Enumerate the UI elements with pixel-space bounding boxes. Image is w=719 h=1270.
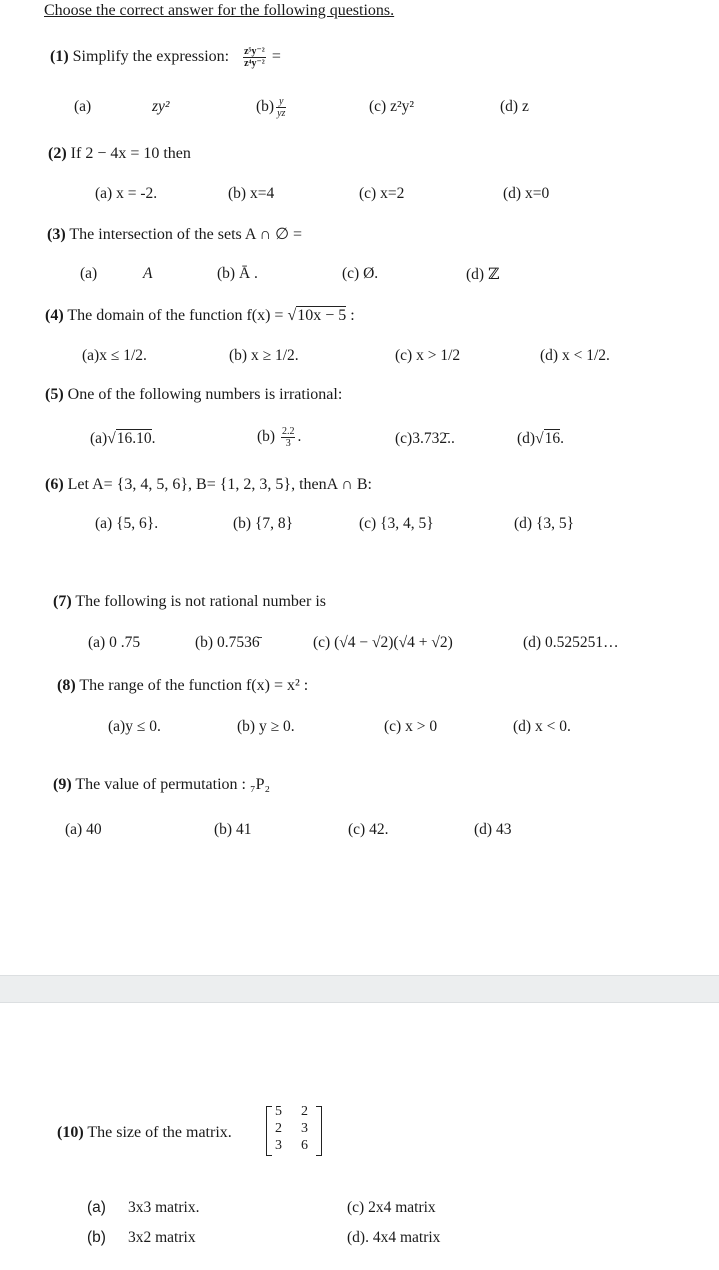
q1-option-a[interactable]: zy²	[152, 98, 170, 115]
q8-option-b[interactable]: (b) y ≥ 0.	[237, 718, 295, 735]
q10-option-b[interactable]: 3x2 matrix	[128, 1229, 196, 1246]
q4-option-a[interactable]: (a)x ≤ 1/2.	[82, 347, 147, 364]
question-text: The intersection of the sets A ∩ ∅ =	[69, 226, 303, 243]
question-7	[53, 593, 326, 611]
q9-option-b[interactable]: (b) 41	[214, 821, 252, 838]
square-root-radicand: 16	[544, 430, 561, 447]
square-root-radicand: 16.10	[116, 430, 152, 447]
q8-option-a[interactable]: (a)y ≤ 0.	[108, 718, 161, 735]
fraction-denominator: yz	[277, 108, 286, 119]
q3-option-a[interactable]: A	[143, 265, 153, 282]
question-6	[45, 476, 372, 494]
q10-option-a-label[interactable]: (a)	[87, 1199, 106, 1216]
q3-option-a-label[interactable]: (a)	[80, 265, 98, 282]
q7-option-b[interactable]: (b) 0.7536̄	[195, 634, 260, 651]
q10-option-c[interactable]: (c) 2x4 matrix	[347, 1199, 436, 1216]
q4-option-d[interactable]: (d) x < 1/2.	[540, 347, 610, 364]
q3-option-d[interactable]: (d) ℤ	[466, 266, 500, 283]
q9-option-a[interactable]: (a) 40	[65, 821, 102, 838]
q3-option-b[interactable]: (b) Ā .	[217, 265, 258, 282]
q5-option-c[interactable]: (c)3.732̄..	[395, 430, 455, 447]
question-text: The size of the matrix.	[87, 1124, 232, 1141]
q6-option-b[interactable]: (b) {7, 8}	[233, 515, 294, 532]
question-4: (4) The domain of the function f(x) = √10x − 5 :	[45, 307, 355, 324]
q6-option-a[interactable]: (a) {5, 6}.	[95, 515, 159, 532]
question-8	[57, 677, 308, 695]
question-3	[47, 224, 302, 244]
q2-option-c[interactable]: (c) x=2	[359, 185, 405, 202]
fraction-numerator: z⁵y⁻²	[244, 46, 265, 57]
q1-option-b[interactable]	[256, 96, 288, 119]
matrix-cell: 3	[275, 1138, 282, 1153]
question-5	[45, 386, 342, 404]
question-2	[48, 145, 191, 163]
q7-option-d[interactable]: (d) 0.525251…	[523, 634, 619, 651]
option-label: (a)√	[90, 430, 116, 447]
question-10	[57, 1124, 232, 1142]
q5-option-b[interactable]	[257, 426, 301, 449]
fraction-denominator: 3	[285, 438, 291, 449]
q2-option-b[interactable]: (b) x=4	[228, 185, 275, 202]
question-number: (9)	[53, 776, 72, 793]
question-number: (8)	[57, 677, 76, 694]
square-root-radicand: 10x − 5	[297, 307, 347, 324]
question-text: Simplify the expression:	[72, 48, 230, 66]
matrix-right-bracket	[316, 1106, 322, 1156]
q6-option-c[interactable]: (c) {3, 4, 5}	[359, 515, 434, 532]
question-text: One of the following numbers is irrational:	[67, 386, 343, 403]
period: .	[151, 430, 156, 447]
q7-option-c[interactable]: (c) (√4 − √2)(√4 + √2)	[313, 634, 453, 651]
option-label: (b)	[257, 428, 276, 446]
question-number: (7)	[53, 593, 72, 610]
period: .	[560, 430, 564, 447]
question-text: The following is not rational number is	[75, 593, 326, 610]
q1-option-d[interactable]: (d) z	[500, 98, 529, 115]
q5-option-d[interactable]	[517, 430, 564, 448]
q10-option-d[interactable]: (d). 4x4 matrix	[347, 1229, 441, 1246]
q5-option-a[interactable]	[90, 430, 155, 448]
question-number: (2)	[48, 145, 67, 162]
q4-option-c[interactable]: (c) x > 1/2	[395, 347, 461, 364]
q9-option-c[interactable]: (c) 42.	[348, 821, 389, 838]
question-9	[53, 776, 270, 794]
equals-sign: =	[271, 48, 281, 66]
q2-option-a[interactable]: (a) x = -2.	[95, 185, 158, 202]
q1-option-a-label[interactable]: (a)	[74, 98, 92, 115]
question-number: (4)	[45, 307, 64, 324]
q8-option-d[interactable]: (d) x < 0.	[513, 718, 571, 735]
question-number: (1)	[50, 48, 69, 66]
question-text: The domain of the function f(x) =	[67, 307, 284, 324]
q2-option-d[interactable]: (d) x=0	[503, 185, 550, 202]
q10-option-a[interactable]: 3x3 matrix.	[128, 1199, 200, 1216]
question-number: (10)	[57, 1124, 84, 1141]
matrix	[266, 1104, 322, 1158]
option-label: (b)	[256, 98, 275, 116]
q4-option-b[interactable]: (b) x ≥ 1/2.	[229, 347, 299, 364]
q7-option-a[interactable]: (a) 0 .75	[88, 634, 141, 651]
question-number: (5)	[45, 386, 64, 403]
period: .	[297, 428, 302, 446]
question-1	[50, 46, 281, 69]
matrix-cell: 2	[301, 1104, 308, 1119]
q3-option-c[interactable]: (c) Ø.	[342, 265, 379, 282]
matrix-cell: 6	[301, 1138, 308, 1153]
matrix-left-bracket	[266, 1106, 272, 1156]
q6-option-d[interactable]: (d) {3, 5}	[514, 515, 575, 532]
matrix-cell: 2	[275, 1121, 282, 1136]
question-number: (3)	[47, 226, 66, 243]
question-text: The value of permutation : ₇P₂	[75, 776, 271, 793]
question-text: Let A= {3, 4, 5, 6}, B= {1, 2, 3, 5}, thenA ∩ B:	[67, 476, 372, 493]
q8-option-c[interactable]: (c) x > 0	[384, 718, 438, 735]
fraction-numerator: y	[276, 96, 286, 108]
q9-option-d[interactable]: (d) 43	[474, 821, 512, 838]
colon: :	[346, 307, 355, 324]
option-label: (d)√	[517, 430, 544, 447]
fraction-numerator: 2.2	[281, 426, 295, 437]
matrix-cell: 5	[275, 1104, 282, 1119]
expression-fraction	[243, 46, 266, 69]
question-number: (6)	[45, 476, 64, 493]
worksheet-title: Choose the correct answer for the following questions.	[44, 2, 395, 19]
fraction-denominator: z⁴y⁻²	[244, 58, 265, 69]
matrix-cell: 3	[301, 1121, 308, 1136]
q10-option-b-label[interactable]: (b)	[87, 1229, 106, 1246]
page-separator	[0, 975, 719, 1003]
question-text: The range of the function f(x) = x² :	[79, 677, 309, 694]
question-text: If 2 − 4x = 10 then	[70, 145, 191, 162]
q1-option-c[interactable]: (c) z²y²	[369, 98, 415, 115]
